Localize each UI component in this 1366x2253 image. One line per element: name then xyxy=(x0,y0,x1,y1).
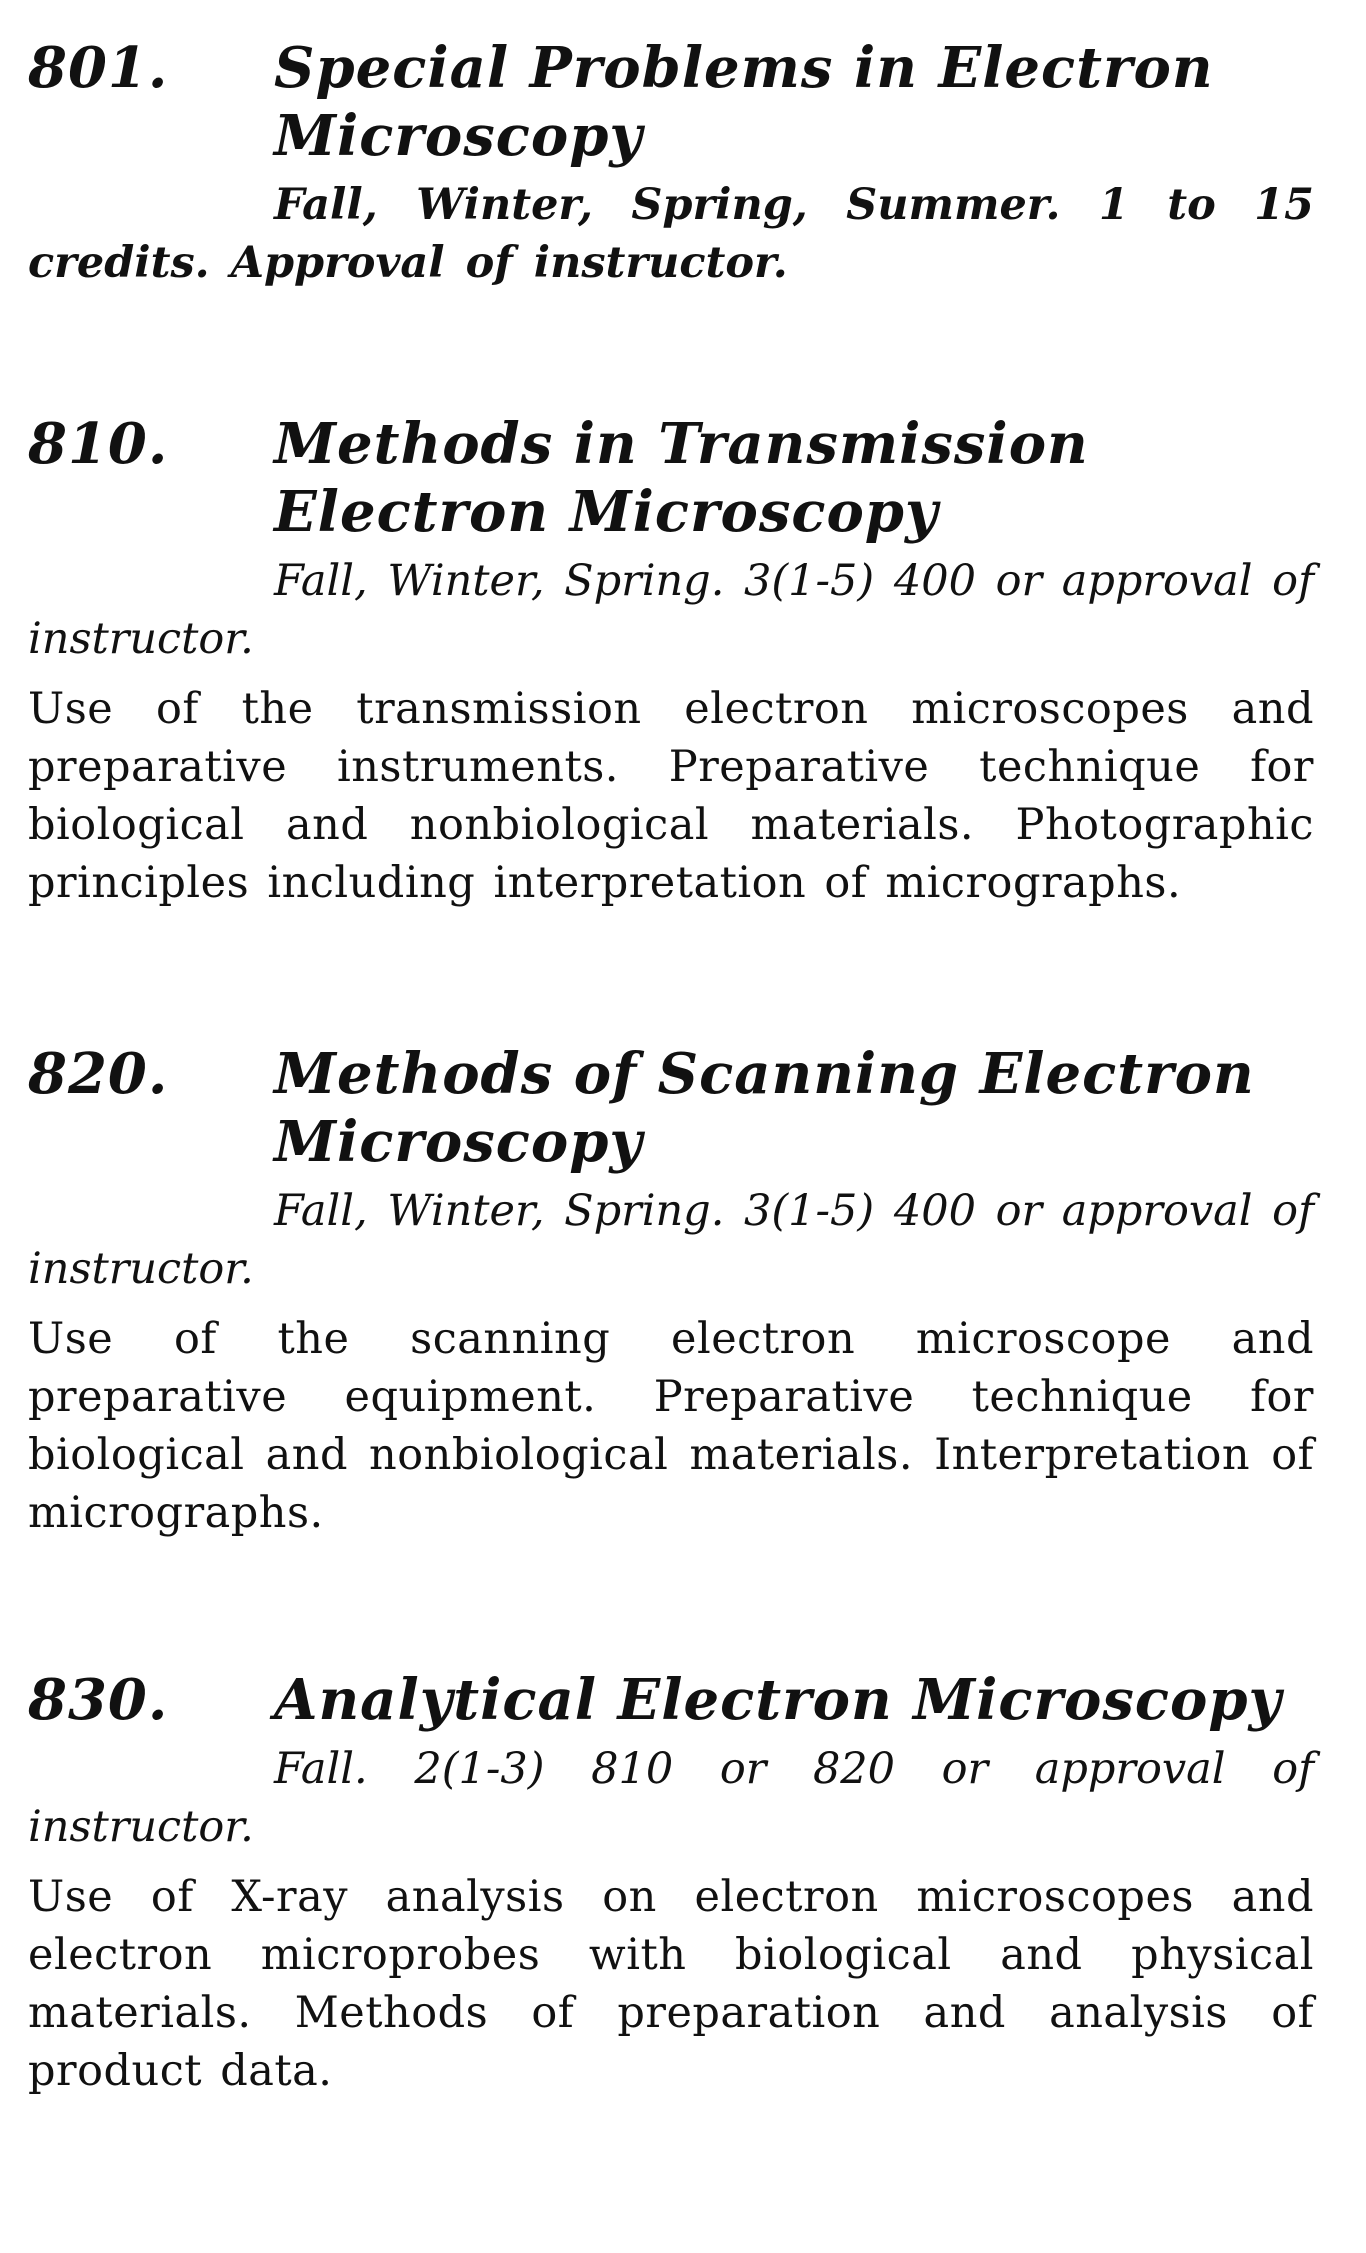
course-heading xyxy=(28,34,1314,170)
course-meta: Fall. 2(1-3) 810 or 820 or approval of instructor. xyxy=(28,1744,1314,1852)
course-meta: Fall, Winter, Spring. 3(1-5) 400 or approval of instructor. xyxy=(28,1186,1314,1294)
course-meta: Fall, Winter, Spring, Summer. 1 to 15 credits. Approval of instructor. xyxy=(28,180,1314,288)
course-description: Use of the scanning electron microscope and preparative equipment. Preparative technique for biological and nonbiological materials. Interpretation of micrographs. xyxy=(28,1314,1314,1538)
course-description: Use of the transmission electron microscopes and preparative instruments. Preparative technique for biological and nonbiological materials. Photographic principles including interpretation of micrographs. xyxy=(28,684,1314,908)
course-801 xyxy=(28,34,1314,292)
course-number: 801. xyxy=(28,35,169,101)
course-heading xyxy=(28,1040,1314,1176)
course-number: 830. xyxy=(28,1667,169,1733)
course-title: Analytical Electron Microscopy xyxy=(274,1667,1283,1733)
course-number: 820. xyxy=(28,1041,169,1107)
course-number: 810. xyxy=(28,411,169,477)
course-heading xyxy=(28,1666,1314,1734)
course-heading xyxy=(28,410,1314,546)
course-meta: Fall, Winter, Spring. 3(1-5) 400 or approval of instructor. xyxy=(28,556,1314,664)
course-830 xyxy=(28,1666,1314,2100)
course-title: Special Problems in Electron Microscopy xyxy=(274,35,1214,169)
course-820 xyxy=(28,1040,1314,1542)
course-810 xyxy=(28,410,1314,912)
course-title: Methods of Scanning Electron Microscopy xyxy=(274,1041,1255,1175)
course-title: Methods in Transmission Electron Microscopy xyxy=(274,411,1089,545)
course-description: Use of X-ray analysis on electron microscopes and electron microprobes with biological and physical materials. Methods of preparation and analysis of product data. xyxy=(28,1872,1314,2096)
